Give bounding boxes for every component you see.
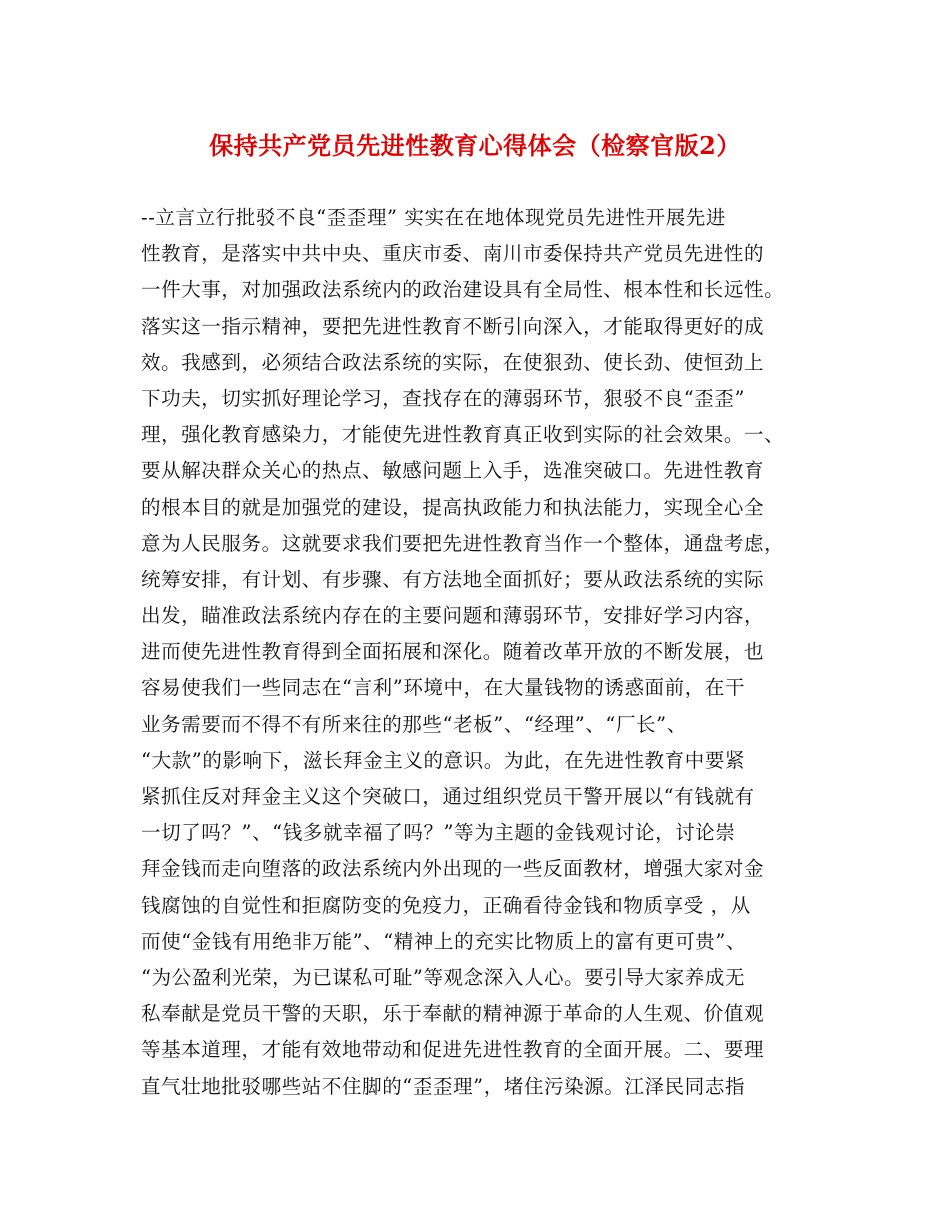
body-line: 直气壮地批驳哪些站不住脚的“歪歪理”，堵住污染源。江泽民同志指 (141, 1074, 746, 1098)
body-line: 一切了吗？”、“钱多就幸福了吗？”等为主题的金钱观讨论，讨论崇 (141, 821, 736, 845)
body-line: 要从解决群众关心的热点、敏感问题上入手，选准突破口。先进性教育 (141, 459, 765, 483)
body-line: 落实这一指示精神，要把先进性教育不断引向深入，才能取得更好的成 (141, 314, 765, 338)
document-body (141, 200, 831, 1105)
body-line: 统筹安排，有计划、有步骤、有方法地全面抓好；要从政法系统的实际 (141, 567, 765, 591)
body-line: 容易使我们一些同志在“言利”环境中，在大量钱物的诱惑面前，在干 (141, 676, 746, 700)
body-line: 而使“金钱有用绝非万能”、“精神上的充实比物质上的富有更可贵”、 (141, 929, 747, 953)
body-line: 理，强化教育感染力，才能使先进性教育真正收到实际的社会效果。一、 (141, 423, 785, 447)
body-line: 等基本道理，才能有效地带动和促进先进性教育的全面开展。二、要理 (141, 1038, 765, 1062)
body-line: 业务需要而不得不有所来往的那些“老板”、“经理”、“厂长”、 (141, 712, 687, 736)
body-line: 出发，瞄准政法系统内存在的主要问题和薄弱环节，安排好学习内容， (141, 604, 765, 628)
body-line: 性教育，是落实中共中央、重庆市委、南川市委保持共产党员先进性的 (141, 242, 765, 266)
body-line: --立言立行批驳不良“歪歪理” 实实在在地体现党员先进性开展先进 (141, 206, 727, 229)
body-line: 进而使先进性教育得到全面拓展和深化。随着改革开放的不断发展，也 (141, 640, 765, 664)
body-line: 意为人民服务。这就要求我们要把先进性教育当作一个整体，通盘考虑， (141, 531, 785, 555)
body-line: 下功夫，切实抓好理论学习，查找存在的薄弱环节，狠驳不良“歪歪” (141, 386, 746, 410)
body-line: “大款”的影响下，滋长拜金主义的意识。为此，在先进性教育中要紧 (141, 748, 746, 772)
body-line: 私奉献是党员干警的天职，乐于奉献的精神源于革命的人生观、价值观 (141, 1002, 765, 1026)
body-line: 效。我感到，必须结合政法系统的实际，在使狠劲、使长劲、使恒劲上 (141, 350, 765, 374)
body-line: 一件大事，对加强政法系统内的政治建设具有全局性、根本性和长远性。 (141, 278, 785, 302)
body-line: 钱腐蚀的自觉性和拒腐防变的免疫力，正确看待金钱和物质享受 ，从 (141, 893, 751, 917)
body-line: 拜金钱而走向堕落的政法系统内外出现的一些反面教材，增强大家对金 (141, 857, 765, 881)
body-line: 紧抓住反对拜金主义这个突破口，通过组织党员干警开展以“有钱就有 (141, 785, 755, 808)
body-line: “为公盈利光荣，为已谋私可耻”等观念深入人心。要引导大家养成无 (141, 965, 746, 989)
document-title: 保持共产党员先进性教育心得体会（检察官版2） (209, 131, 741, 160)
body-line: 的根本目的就是加强党的建设，提高执政能力和执法能力，实现全心全 (141, 495, 765, 519)
